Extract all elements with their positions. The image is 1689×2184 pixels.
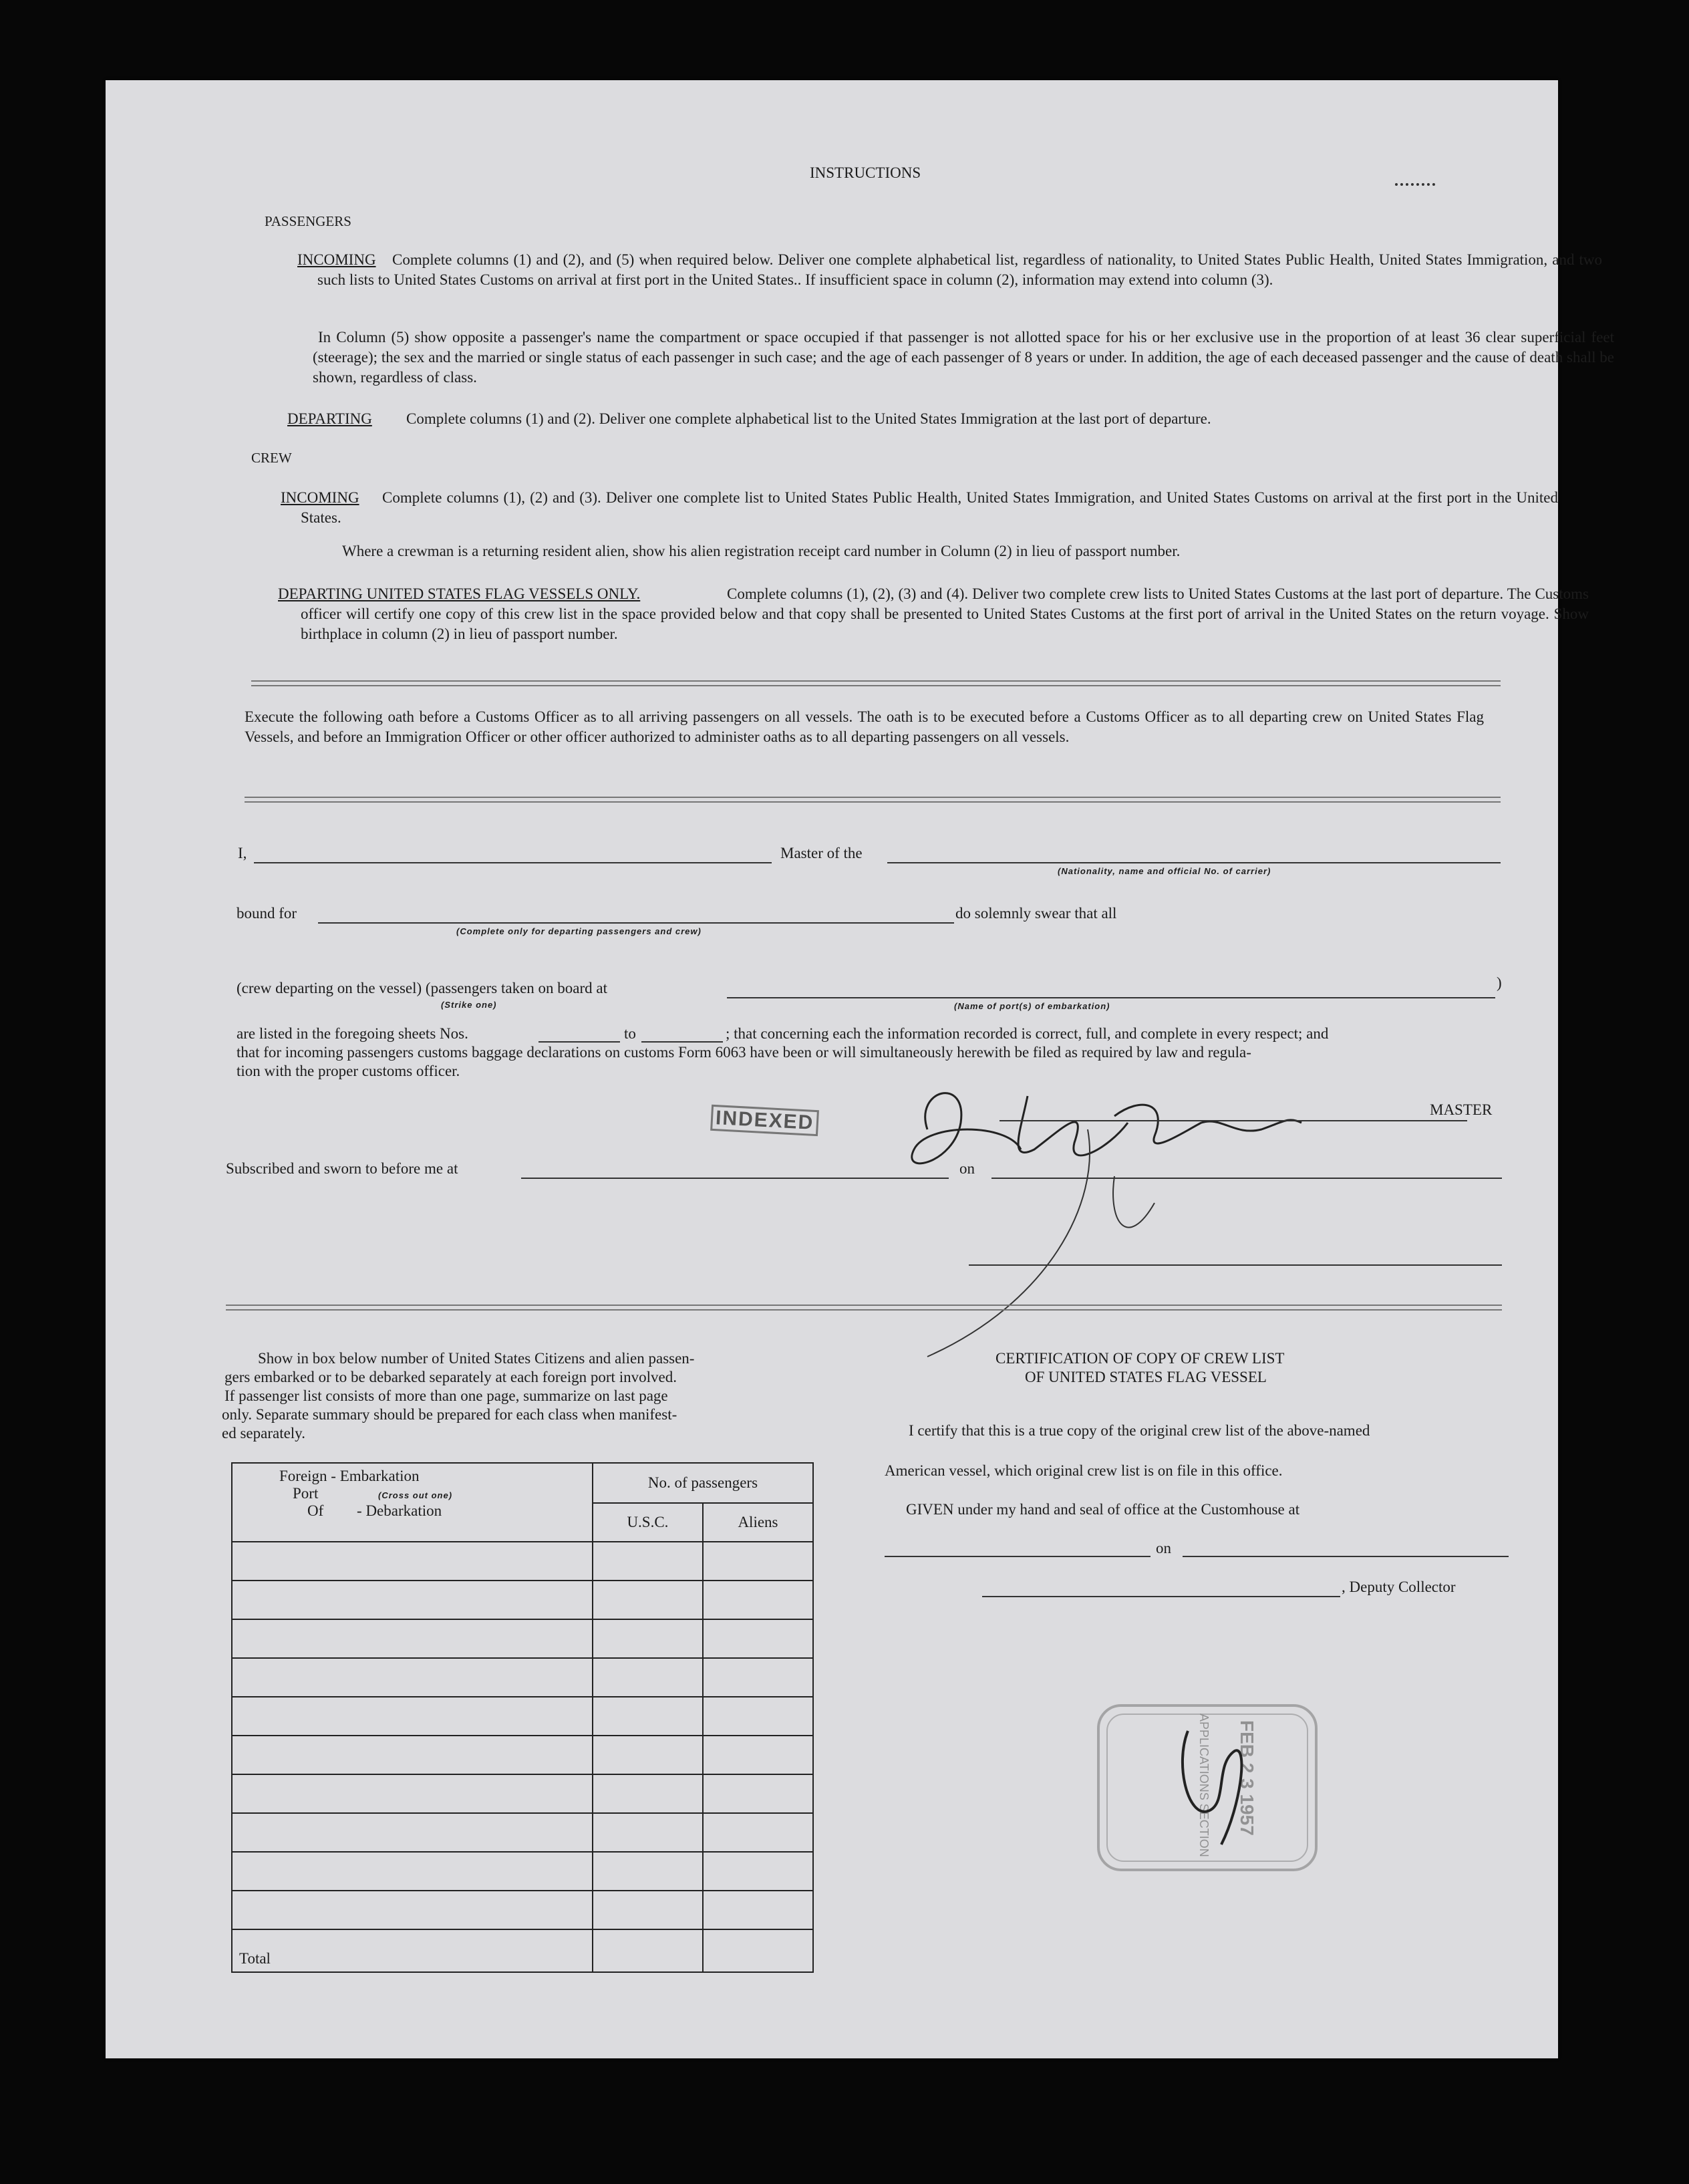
instructions-title: INSTRUCTIONS <box>810 164 921 181</box>
summary-instructions-line: If passenger list consists of more than one page, summarize on last page <box>224 1387 668 1404</box>
passengers-departing-label: DEPARTING <box>287 410 372 427</box>
stamp-initials <box>1161 1711 1275 1865</box>
master-of-the-label: Master of the <box>780 845 863 861</box>
port-cell[interactable] <box>232 1813 593 1852</box>
listed-line-2: that for incoming passengers customs baggage declarations on customs Form 6063 have been or will simultaneously herewith be filed as required by law and regula- <box>237 1044 1251 1061</box>
summary-instructions-line: ed separately. <box>222 1425 305 1442</box>
subscribed-date-line <box>991 1178 1502 1179</box>
bound-for-caption: (Complete only for departing passengers and crew) <box>456 926 702 936</box>
table-row <box>232 1852 813 1891</box>
subscribed-label: Subscribed and sworn to before me at <box>226 1160 458 1177</box>
aliens-cell[interactable] <box>703 1581 813 1619</box>
port-header-line3a: Of <box>307 1502 324 1519</box>
divider <box>245 797 1501 803</box>
subscribed-place-line <box>521 1178 949 1179</box>
form-page <box>106 80 1614 2058</box>
officer-signature-line <box>969 1264 1502 1266</box>
master-signature-line <box>1000 1120 1467 1121</box>
summary-instructions-line: gers embarked or to be debarked separately at each foreign port involved. <box>224 1369 677 1385</box>
subscribed-on-label: on <box>959 1160 975 1177</box>
crew-heading: CREW <box>251 450 292 466</box>
aliens-cell[interactable] <box>703 1852 813 1891</box>
divider <box>226 1305 1502 1311</box>
summary-instructions-line: Show in box below number of United States Citizens and alien passen- <box>258 1350 695 1367</box>
port-cell[interactable] <box>232 1658 593 1697</box>
deputy-collector-label: , Deputy Collector <box>1342 1579 1456 1595</box>
crew-departing-label: DEPARTING UNITED STATES FLAG VESSELS ONLY. <box>278 585 641 602</box>
usc-cell[interactable] <box>593 1736 703 1774</box>
stamp-date: FEB 2 3 1957 <box>1237 1720 1257 1836</box>
aliens-cell[interactable] <box>703 1891 813 1929</box>
total-row <box>232 1929 813 1972</box>
indexed-stamp <box>710 1107 819 1135</box>
aliens-cell[interactable] <box>703 1813 813 1852</box>
master-name-line <box>254 862 772 863</box>
port-column-header <box>232 1463 593 1542</box>
table-row <box>232 1658 813 1697</box>
master-label: MASTER <box>1430 1101 1493 1118</box>
port-cell[interactable] <box>232 1891 593 1929</box>
crew-departing-line: (crew departing on the vessel) (passengers taken on board at <box>237 980 607 996</box>
usc-cell[interactable] <box>593 1619 703 1658</box>
port-cell[interactable] <box>232 1619 593 1658</box>
oath-intro: Execute the following oath before a Customs Officer as to all arriving passengers on all vessels. The oath is to be executed before a Customs Officer as to all departing crew on United States Flag Vessels, and before an Immigration Officer or other officer authorized to administer oaths as to all departing passengers on all vessels. <box>245 708 1484 745</box>
certification-on-label: on <box>1156 1540 1171 1556</box>
bound-for-line <box>318 922 954 924</box>
certification-title-1: CERTIFICATION OF COPY OF CREW LIST <box>995 1350 1285 1367</box>
table-row <box>232 1736 813 1774</box>
listed-line-1a: are listed in the foregoing sheets Nos. <box>237 1025 468 1042</box>
ports-caption: (Name of port(s) of embarkation) <box>954 1001 1110 1011</box>
usc-cell[interactable] <box>593 1658 703 1697</box>
i-label: I, <box>238 845 247 861</box>
passengers-heading: PASSENGERS <box>265 213 351 229</box>
passengers-column-header: No. of passengers <box>593 1463 813 1503</box>
aliens-cell[interactable] <box>703 1736 813 1774</box>
aliens-column-header: Aliens <box>703 1503 813 1542</box>
listed-line-1b: ; that concerning each the information recorded is correct, full, and complete in every respect; and <box>726 1025 1329 1042</box>
crew-incoming-text: Complete columns (1), (2) and (3). Deliver one complete list to United States Public Health, United States Immigration, and United States Customs on arrival at the first port in the United States. <box>301 489 1558 526</box>
usc-cell[interactable] <box>593 1891 703 1929</box>
deputy-collector-line <box>982 1596 1340 1597</box>
cross-out-caption: (Cross out one) <box>378 1490 453 1500</box>
passenger-summary-table <box>231 1462 814 1973</box>
table-row <box>232 1813 813 1852</box>
certification-title-2: OF UNITED STATES FLAG VESSEL <box>1025 1369 1267 1385</box>
master-signature <box>887 1049 1475 1363</box>
strike-one-caption: (Strike one) <box>441 1000 497 1010</box>
port-header-line3b: - Debarkation <box>357 1502 442 1519</box>
ports-line <box>727 997 1495 998</box>
port-header-line2: Port <box>293 1485 319 1502</box>
customhouse-line <box>885 1556 1150 1557</box>
crew-incoming-label: INCOMING <box>281 489 359 506</box>
usc-cell[interactable] <box>593 1697 703 1736</box>
aliens-total-cell[interactable] <box>703 1929 813 1972</box>
listed-to: to <box>624 1025 636 1042</box>
summary-instructions-line: only. Separate summary should be prepared for each class when manifest- <box>222 1406 677 1423</box>
do-solemnly-label: do solemnly swear that all <box>955 905 1117 922</box>
table-row <box>232 1891 813 1929</box>
carrier-line <box>887 862 1501 863</box>
port-cell[interactable] <box>232 1697 593 1736</box>
column5-text: In Column (5) show opposite a passenger's name the compartment or space occupied if that passenger is not allotted space for his or her exclusive use in the proportion of at least 36 clear superficial feet (steerage); the sex and the married or single status of each passenger in such case; and the age of each passenger of 8 years or under. In addition, the age of each deceased passenger and the cause of death shall be shown, regardless of class. <box>313 329 1614 386</box>
usc-total-cell[interactable] <box>593 1929 703 1972</box>
aliens-cell[interactable] <box>703 1658 813 1697</box>
nationality-caption: (Nationality, name and official No. of carrier) <box>1058 866 1271 876</box>
crew-alien-text: Where a crewman is a returning resident alien, show his alien registration receipt card number in Column (2) in lieu of passport number. <box>342 543 1181 559</box>
aliens-cell[interactable] <box>703 1697 813 1736</box>
passengers-incoming-text: Complete columns (1) and (2), and (5) when required below. Deliver one complete alphabetical list, regardless of nationality, to United States Public Health, United States Immigration, and two such lists to United States Customs on arrival at first port in the United States.. If insufficient space in column (2), information may extend into column (3). <box>317 251 1602 288</box>
passengers-incoming-label: INCOMING <box>297 251 376 268</box>
listed-line-3: tion with the proper customs officer. <box>237 1063 460 1079</box>
usc-cell[interactable] <box>593 1581 703 1619</box>
port-cell[interactable] <box>232 1852 593 1891</box>
stamp-section: APPLICATIONS SECTION <box>1197 1714 1211 1857</box>
crew-departing-text: Complete columns (1), (2), (3) and (4). Deliver two complete crew lists to United States Customs at the last port of departure. The Customs officer will certify one copy of this crew list in the space provided below and that copy shall be presented to United States Customs at the first port of arrival in the United States on the return voyage. Show birthplace in column (2) in lieu of passport number. <box>301 585 1589 642</box>
table-row <box>232 1581 813 1619</box>
port-cell[interactable] <box>232 1774 593 1813</box>
usc-column-header: U.S.C. <box>593 1503 703 1542</box>
aliens-cell[interactable] <box>703 1774 813 1813</box>
usc-cell[interactable] <box>593 1813 703 1852</box>
total-label: Total <box>232 1929 593 1972</box>
usc-cell[interactable] <box>593 1852 703 1891</box>
table-row <box>232 1774 813 1813</box>
port-cell[interactable] <box>232 1542 593 1581</box>
table-row <box>232 1542 813 1581</box>
usc-cell[interactable] <box>593 1774 703 1813</box>
aliens-cell[interactable] <box>703 1619 813 1658</box>
aliens-cell[interactable] <box>703 1542 813 1581</box>
certification-date-line <box>1183 1556 1509 1557</box>
given-line: GIVEN under my hand and seal of office at the Customhouse at <box>906 1501 1300 1518</box>
close-paren: ) <box>1497 974 1502 991</box>
port-cell[interactable] <box>232 1736 593 1774</box>
certify-line-2: American vessel, which original crew list is on file in this office. <box>885 1462 1283 1479</box>
usc-cell[interactable] <box>593 1542 703 1581</box>
bound-for-label: bound for <box>237 905 297 922</box>
passengers-departing-text: Complete columns (1) and (2). Deliver one complete alphabetical list to the United States Immigration at the last port of departure. <box>406 410 1211 427</box>
scan-mark <box>1395 183 1435 188</box>
table-row <box>232 1697 813 1736</box>
indexed-stamp-text: INDEXED <box>710 1105 819 1136</box>
port-cell[interactable] <box>232 1581 593 1619</box>
certify-line-1: I certify that this is a true copy of the original crew list of the above-named <box>909 1422 1370 1439</box>
table-row <box>232 1619 813 1658</box>
port-header-line1: Foreign - Embarkation <box>279 1468 420 1484</box>
divider <box>251 680 1501 686</box>
